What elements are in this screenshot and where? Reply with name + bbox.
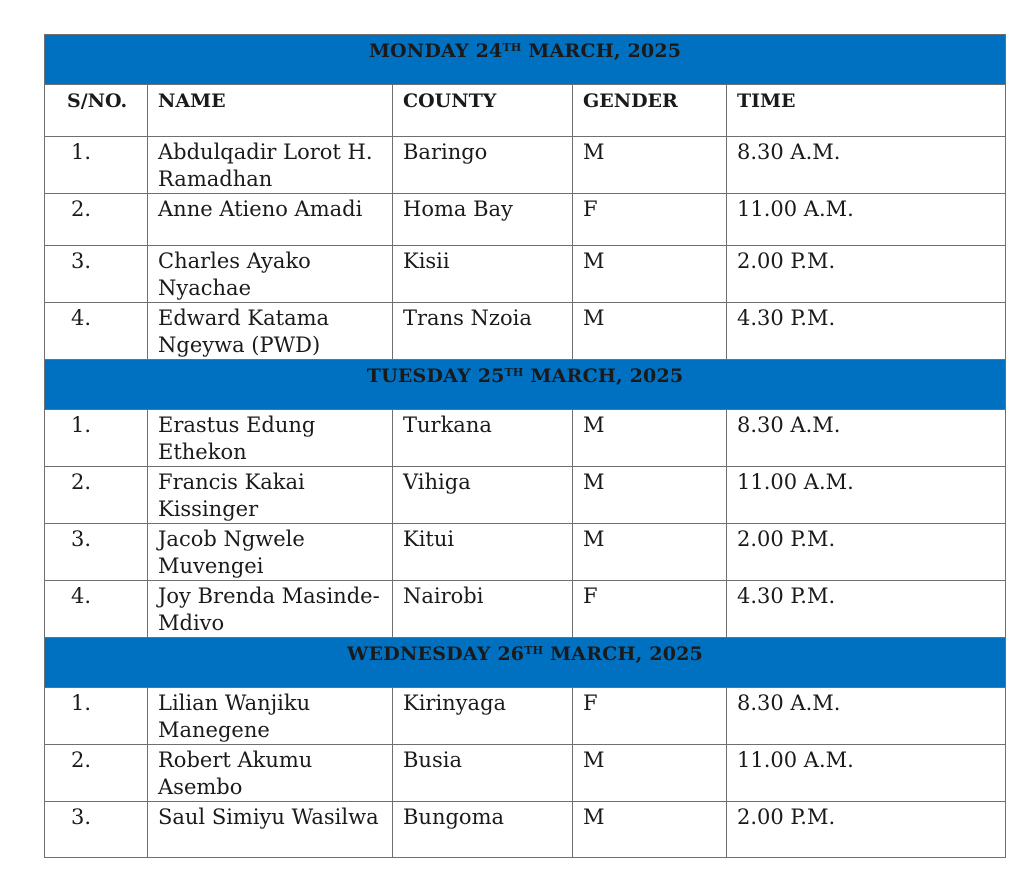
cell-time: 2.00 P.M. <box>727 802 1006 858</box>
column-header-gender: GENDER <box>573 85 727 137</box>
cell-county: Nairobi <box>393 581 573 638</box>
day-header-row <box>45 638 1006 688</box>
cell-sno: 1. <box>45 688 148 745</box>
cell-sno: 2. <box>45 745 148 802</box>
column-header-name: NAME <box>148 85 393 137</box>
table-row <box>45 194 1006 246</box>
cell-gender: F <box>573 581 727 638</box>
cell-name: Edward Katama Ngeywa (PWD) <box>148 303 393 360</box>
cell-time: 2.00 P.M. <box>727 246 1006 303</box>
cell-sno: 2. <box>45 467 148 524</box>
cell-county: Vihiga <box>393 467 573 524</box>
cell-name: Francis Kakai Kissinger <box>148 467 393 524</box>
cell-gender: F <box>573 194 727 246</box>
cell-sno: 3. <box>45 246 148 303</box>
column-header-time: TIME <box>727 85 1006 137</box>
table-row <box>45 303 1006 360</box>
cell-gender: M <box>573 524 727 581</box>
cell-time: 4.30 P.M. <box>727 303 1006 360</box>
cell-sno: 3. <box>45 524 148 581</box>
day-ordinal: TH <box>524 644 544 657</box>
column-header-county: COUNTY <box>393 85 573 137</box>
cell-gender: M <box>573 137 727 194</box>
cell-time: 11.00 A.M. <box>727 194 1006 246</box>
cell-time: 8.30 A.M. <box>727 137 1006 194</box>
cell-county: Baringo <box>393 137 573 194</box>
table-row <box>45 524 1006 581</box>
cell-gender: M <box>573 467 727 524</box>
day-ordinal: TH <box>504 366 524 379</box>
cell-county: Kirinyaga <box>393 688 573 745</box>
cell-sno: 1. <box>45 137 148 194</box>
cell-name: Anne Atieno Amadi <box>148 194 393 246</box>
cell-gender: M <box>573 745 727 802</box>
table-row <box>45 581 1006 638</box>
cell-sno: 3. <box>45 802 148 858</box>
cell-sno: 1. <box>45 410 148 467</box>
cell-county: Turkana <box>393 410 573 467</box>
day-header <box>45 35 1006 85</box>
day-ordinal: TH <box>502 41 522 54</box>
cell-time: 2.00 P.M. <box>727 524 1006 581</box>
table-row <box>45 802 1006 858</box>
cell-name: Lilian Wanjiku Manegene <box>148 688 393 745</box>
day-label: WEDNESDAY 26 <box>347 643 525 665</box>
cell-time: 8.30 A.M. <box>727 688 1006 745</box>
cell-gender: M <box>573 410 727 467</box>
day-header-row <box>45 360 1006 410</box>
table-row <box>45 137 1006 194</box>
cell-gender: M <box>573 246 727 303</box>
day-header-row <box>45 35 1006 85</box>
table-row <box>45 688 1006 745</box>
cell-county: Bungoma <box>393 802 573 858</box>
day-month-year: MARCH, 2025 <box>523 365 684 387</box>
day-month-year: MARCH, 2025 <box>521 40 682 62</box>
cell-name: Saul Simiyu Wasilwa <box>148 802 393 858</box>
column-header-sno: S/NO. <box>45 85 148 137</box>
column-header-row <box>45 85 1006 137</box>
cell-gender: F <box>573 688 727 745</box>
day-label: TUESDAY 25 <box>366 365 505 387</box>
cell-gender: M <box>573 303 727 360</box>
cell-county: Kitui <box>393 524 573 581</box>
day-month-year: MARCH, 2025 <box>543 643 703 665</box>
table-row <box>45 745 1006 802</box>
cell-name: Charles Ayako Nyachae <box>148 246 393 303</box>
day-label: MONDAY 24 <box>368 40 503 62</box>
cell-county: Trans Nzoia <box>393 303 573 360</box>
cell-time: 4.30 P.M. <box>727 581 1006 638</box>
cell-county: Busia <box>393 745 573 802</box>
cell-name: Erastus Edung Ethekon <box>148 410 393 467</box>
cell-name: Joy Brenda Masinde-Mdivo <box>148 581 393 638</box>
table-row <box>45 246 1006 303</box>
day-header <box>45 638 1006 688</box>
cell-time: 11.00 A.M. <box>727 745 1006 802</box>
cell-time: 8.30 A.M. <box>727 410 1006 467</box>
cell-sno: 4. <box>45 581 148 638</box>
cell-sno: 2. <box>45 194 148 246</box>
cell-sno: 4. <box>45 303 148 360</box>
cell-gender: M <box>573 802 727 858</box>
cell-county: Kisii <box>393 246 573 303</box>
cell-time: 11.00 A.M. <box>727 467 1006 524</box>
interview-schedule-table <box>44 34 1006 858</box>
cell-name: Abdulqadir Lorot H. Ramadhan <box>148 137 393 194</box>
cell-county: Homa Bay <box>393 194 573 246</box>
cell-name: Robert Akumu Asembo <box>148 745 393 802</box>
day-header <box>45 360 1006 410</box>
cell-name: Jacob Ngwele Muvengei <box>148 524 393 581</box>
table-row <box>45 467 1006 524</box>
table-row <box>45 410 1006 467</box>
